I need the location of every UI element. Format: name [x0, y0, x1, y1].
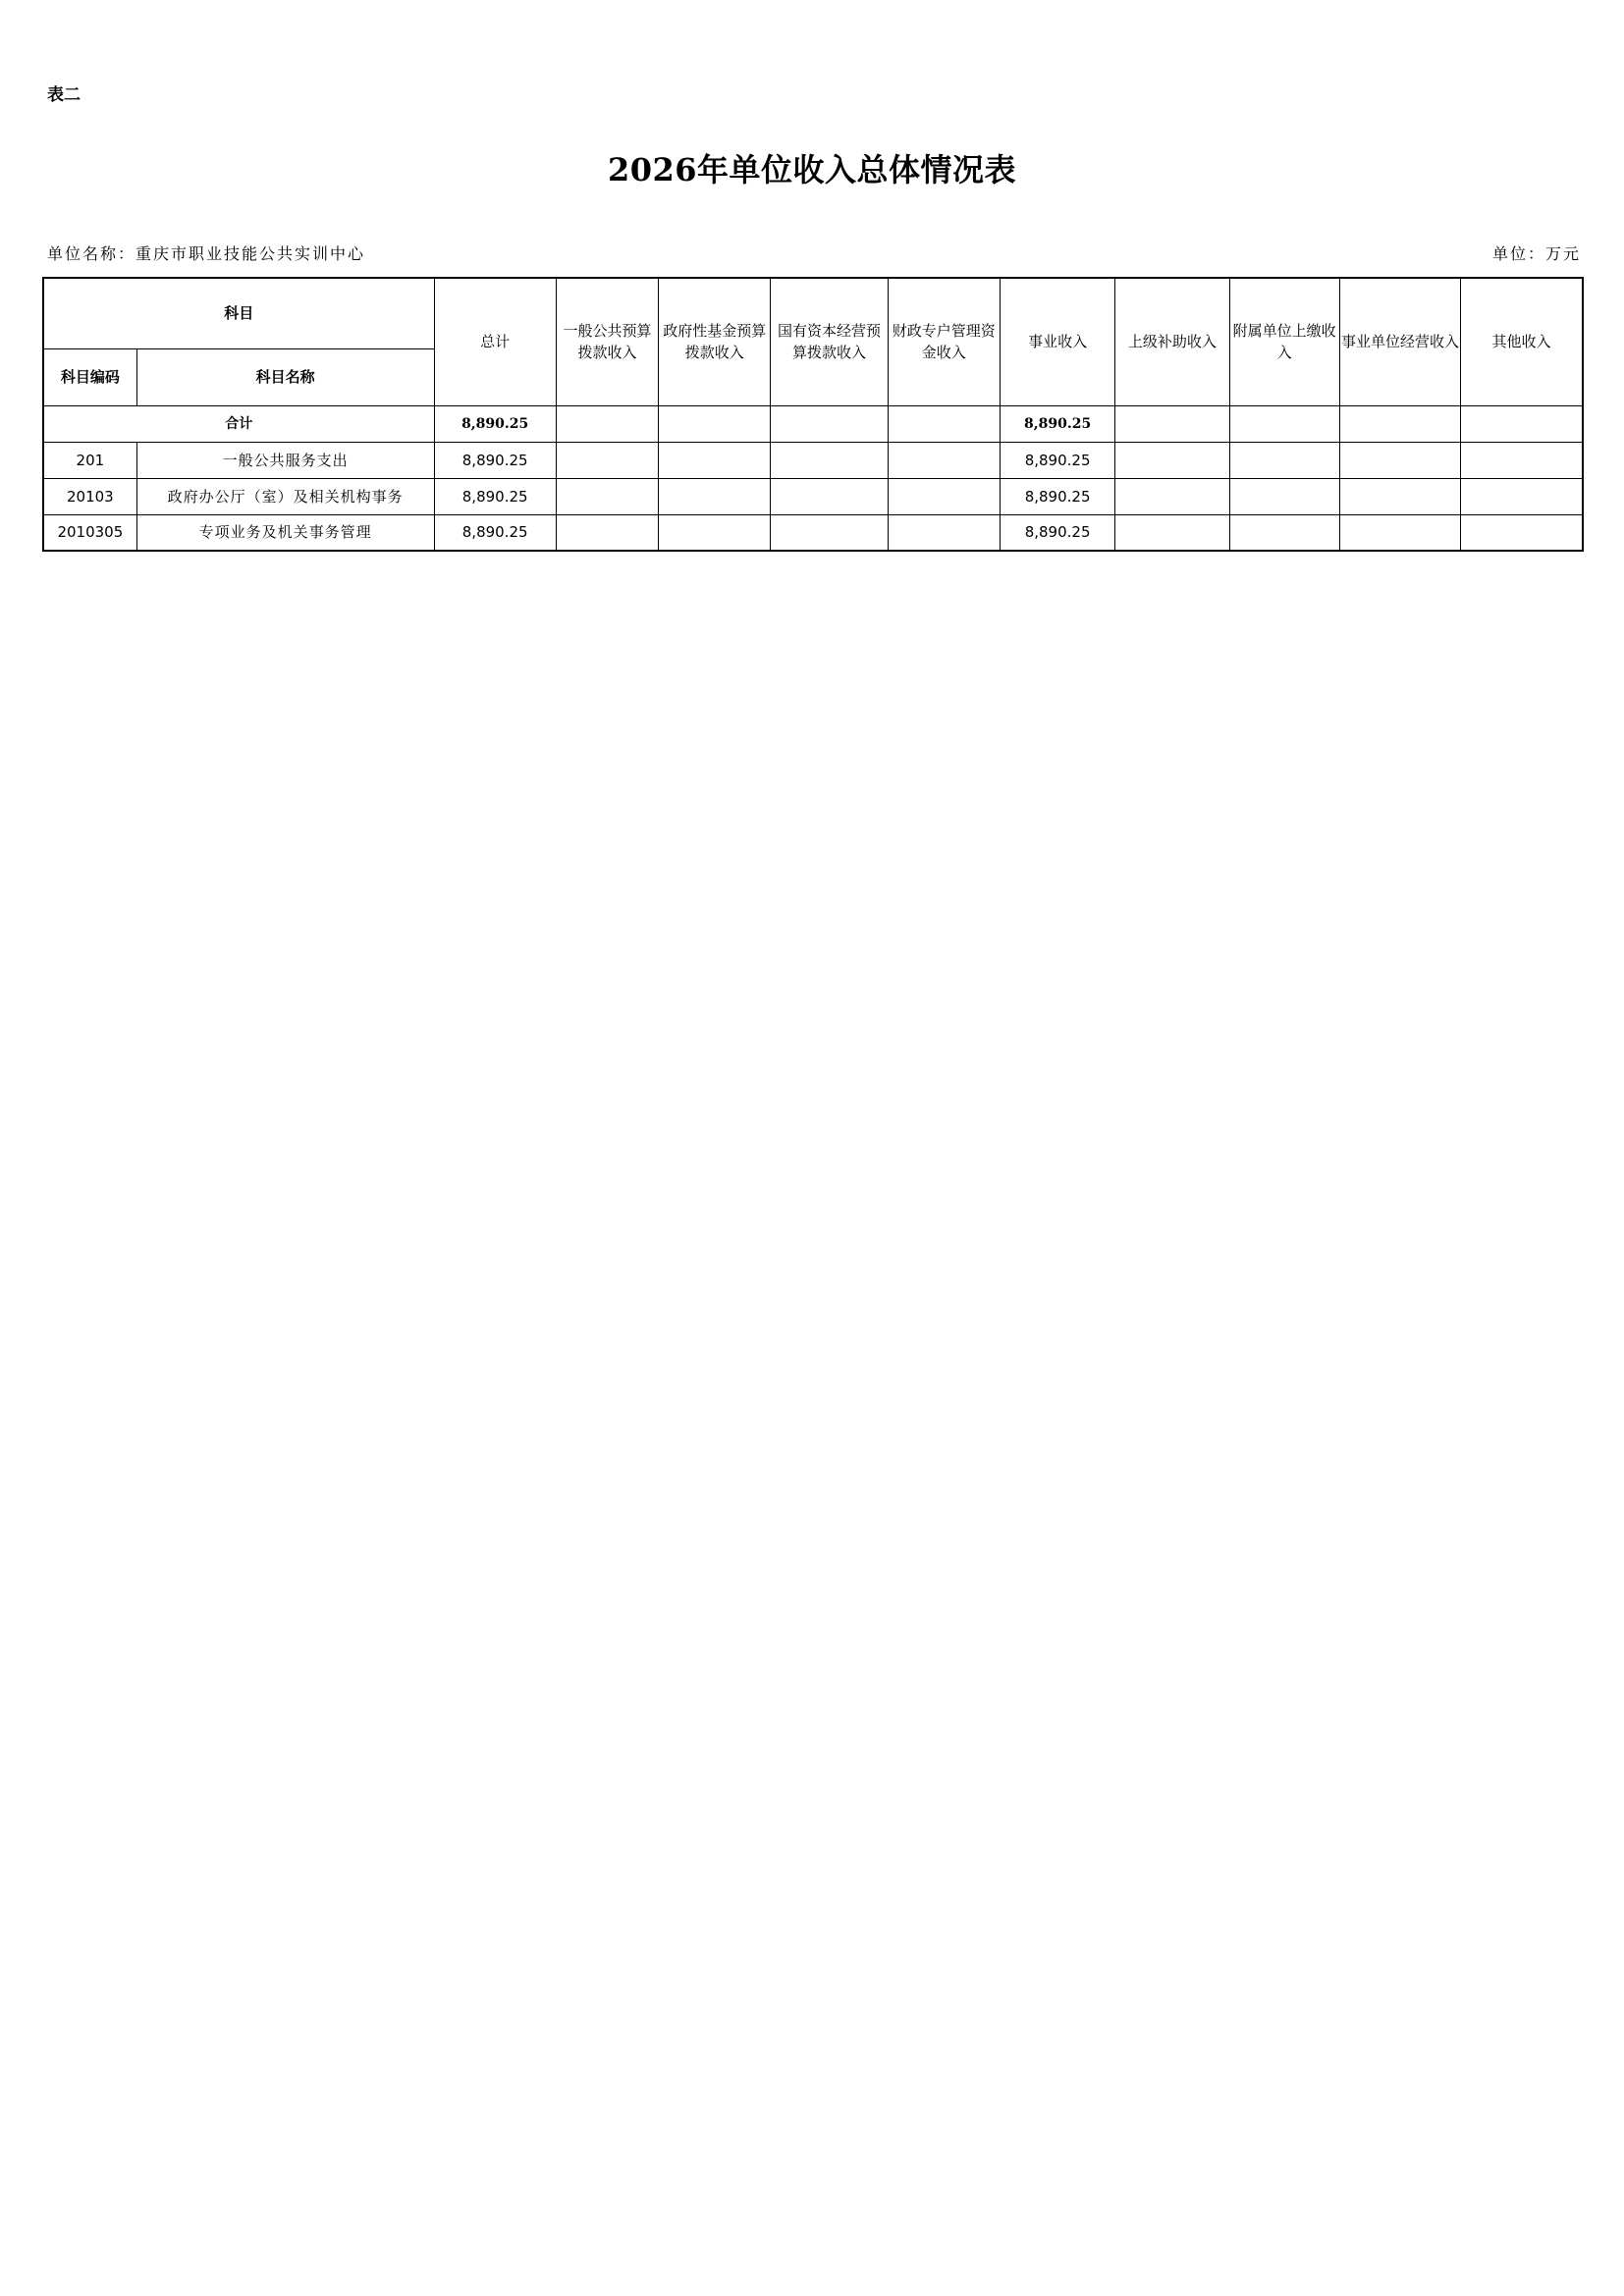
value-cell	[1115, 442, 1229, 478]
value-cell: 8,890.25	[1000, 514, 1114, 551]
col-header-other-income: 其他收入	[1461, 278, 1583, 405]
value-cell: 8,890.25	[1000, 478, 1114, 514]
total-row	[43, 405, 1583, 442]
total-cell: 8,890.25	[1000, 405, 1114, 442]
value-cell	[888, 442, 1000, 478]
value-cell	[1339, 442, 1460, 478]
page-title: 2026年单位收入总体情况表	[607, 151, 1017, 188]
header-row-1	[43, 278, 1583, 348]
value-cell	[1339, 478, 1460, 514]
total-cell: 8,890.25	[434, 405, 556, 442]
value-cell	[556, 478, 658, 514]
value-cell	[556, 442, 658, 478]
value-cell	[1229, 478, 1339, 514]
table-row	[43, 514, 1583, 551]
table-row	[43, 478, 1583, 514]
income-table	[42, 277, 1584, 552]
value-cell	[1339, 514, 1460, 551]
subject-name: 政府办公厅（室）及相关机构事务	[136, 478, 434, 514]
col-header-total: 总计	[434, 278, 556, 405]
value-cell	[659, 478, 771, 514]
col-header-business-income: 事业收入	[1000, 278, 1114, 405]
unit-name: 单位名称：重庆市职业技能公共实训中心	[47, 244, 366, 263]
col-header-state-capital: 国有资本经营预算拨款收入	[771, 278, 888, 405]
value-cell	[888, 478, 1000, 514]
value-cell	[888, 514, 1000, 551]
total-cell	[1229, 405, 1339, 442]
value-cell	[1461, 514, 1583, 551]
value-cell: 8,890.25	[1000, 442, 1114, 478]
total-cell	[1461, 405, 1583, 442]
value-cell: 8,890.25	[434, 478, 556, 514]
table-label: 表二	[47, 85, 81, 105]
unit-measure: 单位：万元	[1491, 244, 1581, 263]
value-cell: 8,890.25	[434, 514, 556, 551]
value-cell	[556, 514, 658, 551]
col-header-superior-subsidy: 上级补助收入	[1115, 278, 1229, 405]
value-cell	[1461, 442, 1583, 478]
group-header-subject: 科目	[43, 278, 434, 348]
total-cell	[1115, 405, 1229, 442]
value-cell	[659, 514, 771, 551]
subject-name: 一般公共服务支出	[136, 442, 434, 478]
value-cell: 8,890.25	[434, 442, 556, 478]
total-label: 合计	[43, 405, 434, 442]
value-cell	[1461, 478, 1583, 514]
total-cell	[771, 405, 888, 442]
total-cell	[659, 405, 771, 442]
col-header-affiliated-units: 附属单位上缴收入	[1229, 278, 1339, 405]
value-cell	[1229, 514, 1339, 551]
sub-header-code: 科目编码	[43, 348, 136, 405]
value-cell	[1229, 442, 1339, 478]
value-cell	[771, 442, 888, 478]
value-cell	[659, 442, 771, 478]
subject-name: 专项业务及机关事务管理	[136, 514, 434, 551]
value-cell	[1115, 514, 1229, 551]
total-cell	[1339, 405, 1460, 442]
table-row	[43, 442, 1583, 478]
value-cell	[771, 478, 888, 514]
value-cell	[1115, 478, 1229, 514]
subject-code: 20103	[43, 478, 136, 514]
col-header-general-budget: 一般公共预算拨款收入	[556, 278, 658, 405]
sub-header-name: 科目名称	[136, 348, 434, 405]
value-cell	[771, 514, 888, 551]
subject-code: 201	[43, 442, 136, 478]
subject-code: 2010305	[43, 514, 136, 551]
total-cell	[556, 405, 658, 442]
total-cell	[888, 405, 1000, 442]
col-header-operating-income: 事业单位经营收入	[1339, 278, 1460, 405]
col-header-gov-fund: 政府性基金预算拨款收入	[659, 278, 771, 405]
col-header-special-account: 财政专户管理资金收入	[888, 278, 1000, 405]
